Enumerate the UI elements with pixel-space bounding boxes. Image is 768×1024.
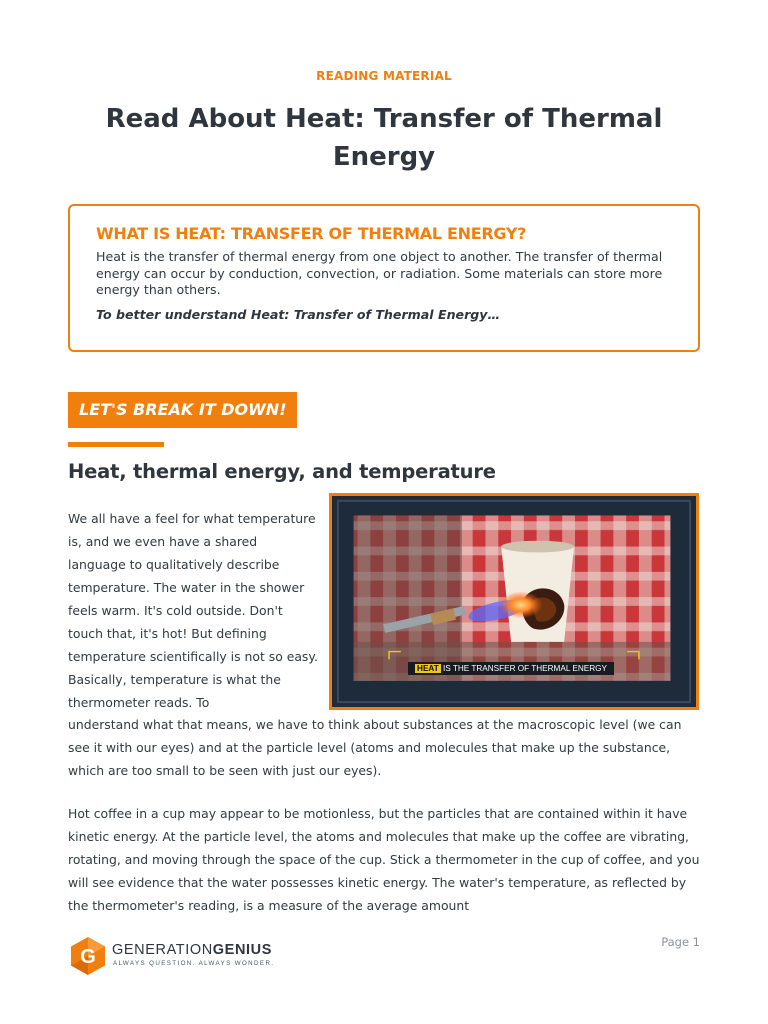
brand-tagline: ALWAYS QUESTION. ALWAYS WONDER. — [113, 960, 275, 967]
brand-light: GENERATION — [112, 942, 213, 958]
section-heading: Heat, thermal energy, and temperature — [68, 460, 496, 483]
page-title: Read About Heat: Transfer of Thermal Energy — [105, 104, 663, 172]
paragraph-1-wrapped: We all have a feel for what temperature is, and we even have a shared language to qualitatively describe temperature. The water in the shower feels warm. It's cold outside. Don't touch that, it's hot! But defining temperature scientifically is not so easy. Basically, temperature is what the thermometer reads. To — [68, 511, 318, 710]
callout-heading: WHAT IS HEAT: TRANSFER OF THERMAL ENERGY? — [96, 224, 527, 243]
callout-body: Heat is the transfer of thermal energy from one object to another. The transfer of thermal energy can occur by conduction, convection, or radiation. Some materials can store more energy than others. — [96, 249, 663, 297]
accent-rule — [68, 442, 164, 447]
generation-genius-logo-icon — [68, 936, 108, 976]
brand-name — [112, 942, 272, 958]
page-number: Page 1 — [661, 935, 700, 949]
caption-highlight: HEAT — [417, 664, 439, 673]
blowtorch-cup-illustration — [332, 496, 696, 707]
video-still-figure — [329, 493, 699, 710]
definition-callout — [68, 204, 700, 352]
callout-prompt: To better understand Heat: Transfer of Thermal Energy… — [96, 306, 501, 322]
eyebrow-label: READING MATERIAL — [316, 69, 452, 83]
paragraph-2: Hot coffee in a cup may appear to be motionless, but the particles that are contained within it have kinetic energy. At the particle level, the atoms and molecules that make up the coffee are vibrating, rotating, and moving through the space of the cup. Stick a thermometer in the cup of coffee, and you will see evidence that the water possesses kinetic energy. The water's temperature, as reflected by the thermometer's reading, is a measure of the average amount — [68, 806, 700, 913]
caption-text: IS THE TRANSFER OF THERMAL ENERGY — [440, 664, 607, 673]
logo-letter: G — [80, 946, 96, 968]
video-caption — [408, 662, 614, 675]
breakdown-badge: LET'S BREAK IT DOWN! — [68, 392, 297, 428]
brand-bold: GENIUS — [212, 942, 272, 958]
paragraph-1-continued: understand what that means, we have to think about substances at the macroscopic level (we can see it with our eyes) and at the particle level (atoms and molecules that make up the substance, which are too small to be seen with just our eyes). — [68, 717, 682, 778]
